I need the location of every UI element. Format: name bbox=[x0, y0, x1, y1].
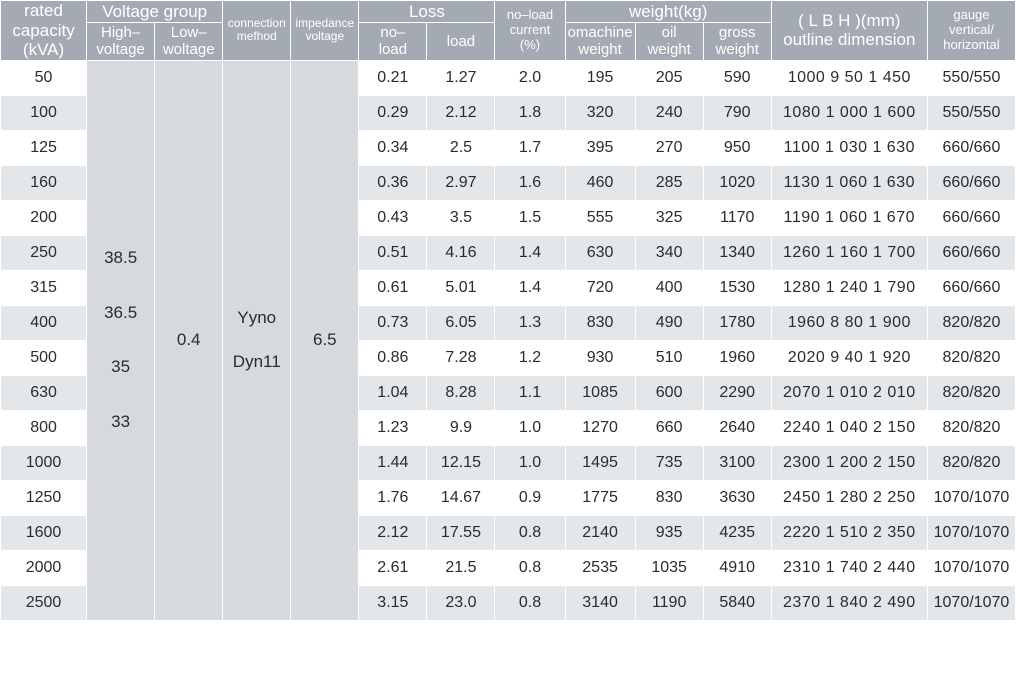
cell-outline-dimension: 1280 1 240 1 790 bbox=[771, 270, 927, 305]
cell-machine-weight: 720 bbox=[565, 270, 635, 305]
cell-noload-current: 1.5 bbox=[495, 200, 565, 235]
cell-machine-weight: 1085 bbox=[565, 375, 635, 410]
cell-machine-weight: 630 bbox=[565, 235, 635, 270]
cell-oil-weight: 830 bbox=[635, 480, 703, 515]
cell-gross-weight: 590 bbox=[703, 60, 771, 95]
cell-loss-load: 4.16 bbox=[427, 235, 495, 270]
cell-machine-weight: 2535 bbox=[565, 550, 635, 585]
cell-gauge: 550/550 bbox=[927, 60, 1015, 95]
cell-low-voltage-merged: 0.4 bbox=[155, 60, 223, 620]
header-machine-weight: omachine weight bbox=[565, 22, 635, 60]
cell-gross-weight: 1780 bbox=[703, 305, 771, 340]
cell-noload-current: 1.0 bbox=[495, 410, 565, 445]
cell-rated-capacity: 500 bbox=[1, 340, 87, 375]
cell-noload-current: 1.8 bbox=[495, 95, 565, 130]
cell-loss-noload: 2.61 bbox=[359, 550, 427, 585]
cell-gauge: 660/660 bbox=[927, 130, 1015, 165]
cell-machine-weight: 1270 bbox=[565, 410, 635, 445]
cell-gauge: 550/550 bbox=[927, 95, 1015, 130]
cell-rated-capacity: 125 bbox=[1, 130, 87, 165]
cell-gross-weight: 5840 bbox=[703, 585, 771, 620]
cell-machine-weight: 320 bbox=[565, 95, 635, 130]
cell-noload-current: 2.0 bbox=[495, 60, 565, 95]
header-voltage-group: Voltage group bbox=[87, 1, 223, 23]
cell-gauge: 1070/1070 bbox=[927, 550, 1015, 585]
table-row bbox=[1, 60, 1016, 95]
cell-noload-current: 1.4 bbox=[495, 270, 565, 305]
cell-loss-noload: 0.73 bbox=[359, 305, 427, 340]
cell-outline-dimension: 1260 1 160 1 700 bbox=[771, 235, 927, 270]
cell-high-voltage-merged: 38.5 36.5 35 33 bbox=[87, 60, 155, 620]
cell-rated-capacity: 2000 bbox=[1, 550, 87, 585]
cell-outline-dimension: 1080 1 000 1 600 bbox=[771, 95, 927, 130]
cell-gross-weight: 3630 bbox=[703, 480, 771, 515]
cell-outline-dimension: 2020 9 40 1 920 bbox=[771, 340, 927, 375]
cell-oil-weight: 660 bbox=[635, 410, 703, 445]
cell-rated-capacity: 1600 bbox=[1, 515, 87, 550]
cell-oil-weight: 205 bbox=[635, 60, 703, 95]
cell-rated-capacity: 250 bbox=[1, 235, 87, 270]
cell-machine-weight: 1495 bbox=[565, 445, 635, 480]
cell-machine-weight: 195 bbox=[565, 60, 635, 95]
cell-noload-current: 1.0 bbox=[495, 445, 565, 480]
cell-noload-current: 0.8 bbox=[495, 585, 565, 620]
cell-loss-noload: 2.12 bbox=[359, 515, 427, 550]
cell-oil-weight: 735 bbox=[635, 445, 703, 480]
cell-machine-weight: 395 bbox=[565, 130, 635, 165]
cell-outline-dimension: 2240 1 040 2 150 bbox=[771, 410, 927, 445]
cell-gauge: 820/820 bbox=[927, 375, 1015, 410]
cell-rated-capacity: 2500 bbox=[1, 585, 87, 620]
cell-oil-weight: 1190 bbox=[635, 585, 703, 620]
cell-rated-capacity: 100 bbox=[1, 95, 87, 130]
cell-gauge: 660/660 bbox=[927, 235, 1015, 270]
cell-outline-dimension: 2450 1 280 2 250 bbox=[771, 480, 927, 515]
cell-outline-dimension: 2300 1 200 2 150 bbox=[771, 445, 927, 480]
cell-oil-weight: 240 bbox=[635, 95, 703, 130]
cell-loss-noload: 1.76 bbox=[359, 480, 427, 515]
cell-gross-weight: 1960 bbox=[703, 340, 771, 375]
cell-loss-noload: 1.04 bbox=[359, 375, 427, 410]
header-gross-weight: gross weight bbox=[703, 22, 771, 60]
table-body bbox=[1, 60, 1016, 620]
cell-connection-method-merged: Yyno Dyn11 bbox=[223, 60, 291, 620]
cell-oil-weight: 285 bbox=[635, 165, 703, 200]
cell-oil-weight: 600 bbox=[635, 375, 703, 410]
header-impedance-voltage: impedance voltage bbox=[291, 1, 359, 61]
cell-loss-load: 21.5 bbox=[427, 550, 495, 585]
cell-noload-current: 1.2 bbox=[495, 340, 565, 375]
cell-outline-dimension: 2070 1 010 2 010 bbox=[771, 375, 927, 410]
cell-loss-load: 23.0 bbox=[427, 585, 495, 620]
header-rated-capacity: rated capacity (kVA) bbox=[1, 1, 87, 61]
cell-loss-noload: 1.23 bbox=[359, 410, 427, 445]
cell-gauge: 820/820 bbox=[927, 410, 1015, 445]
cell-outline-dimension: 2310 1 740 2 440 bbox=[771, 550, 927, 585]
cell-gross-weight: 1530 bbox=[703, 270, 771, 305]
cell-gross-weight: 4235 bbox=[703, 515, 771, 550]
cell-rated-capacity: 800 bbox=[1, 410, 87, 445]
cell-oil-weight: 1035 bbox=[635, 550, 703, 585]
cell-outline-dimension: 1130 1 060 1 630 bbox=[771, 165, 927, 200]
cell-noload-current: 0.8 bbox=[495, 515, 565, 550]
cell-oil-weight: 510 bbox=[635, 340, 703, 375]
cell-machine-weight: 1775 bbox=[565, 480, 635, 515]
cell-noload-current: 1.4 bbox=[495, 235, 565, 270]
cell-loss-load: 3.5 bbox=[427, 200, 495, 235]
cell-gross-weight: 1020 bbox=[703, 165, 771, 200]
header-outline-dimension: ( L B H )(mm) outline dimension bbox=[771, 1, 927, 61]
cell-oil-weight: 400 bbox=[635, 270, 703, 305]
cell-rated-capacity: 160 bbox=[1, 165, 87, 200]
cell-gross-weight: 1170 bbox=[703, 200, 771, 235]
cell-outline-dimension: 1190 1 060 1 670 bbox=[771, 200, 927, 235]
cell-oil-weight: 490 bbox=[635, 305, 703, 340]
cell-loss-load: 12.15 bbox=[427, 445, 495, 480]
cell-loss-load: 6.05 bbox=[427, 305, 495, 340]
cell-rated-capacity: 630 bbox=[1, 375, 87, 410]
cell-loss-noload: 0.61 bbox=[359, 270, 427, 305]
header-connection-method: connection mefhod bbox=[223, 1, 291, 61]
cell-loss-load: 14.67 bbox=[427, 480, 495, 515]
cell-oil-weight: 325 bbox=[635, 200, 703, 235]
cell-loss-load: 9.9 bbox=[427, 410, 495, 445]
header-high-voltage: High– voltage bbox=[87, 22, 155, 60]
cell-gross-weight: 950 bbox=[703, 130, 771, 165]
cell-gauge: 660/660 bbox=[927, 270, 1015, 305]
cell-loss-load: 7.28 bbox=[427, 340, 495, 375]
header-oil-weight: oil weight bbox=[635, 22, 703, 60]
cell-gross-weight: 1340 bbox=[703, 235, 771, 270]
header-loss-noload: no– load bbox=[359, 22, 427, 60]
cell-gauge: 820/820 bbox=[927, 445, 1015, 480]
cell-rated-capacity: 50 bbox=[1, 60, 87, 95]
cell-gauge: 820/820 bbox=[927, 305, 1015, 340]
cell-oil-weight: 270 bbox=[635, 130, 703, 165]
cell-noload-current: 0.8 bbox=[495, 550, 565, 585]
cell-gross-weight: 2640 bbox=[703, 410, 771, 445]
cell-impedance-voltage-merged: 6.5 bbox=[291, 60, 359, 620]
cell-noload-current: 1.7 bbox=[495, 130, 565, 165]
cell-loss-noload: 3.15 bbox=[359, 585, 427, 620]
cell-loss-load: 5.01 bbox=[427, 270, 495, 305]
cell-loss-noload: 0.43 bbox=[359, 200, 427, 235]
cell-noload-current: 0.9 bbox=[495, 480, 565, 515]
cell-gauge: 1070/1070 bbox=[927, 515, 1015, 550]
cell-rated-capacity: 1000 bbox=[1, 445, 87, 480]
cell-oil-weight: 340 bbox=[635, 235, 703, 270]
cell-rated-capacity: 1250 bbox=[1, 480, 87, 515]
cell-gross-weight: 4910 bbox=[703, 550, 771, 585]
header-noload-current: no–load current (%) bbox=[495, 1, 565, 61]
cell-machine-weight: 460 bbox=[565, 165, 635, 200]
cell-noload-current: 1.1 bbox=[495, 375, 565, 410]
cell-loss-load: 2.12 bbox=[427, 95, 495, 130]
cell-loss-noload: 0.29 bbox=[359, 95, 427, 130]
header-low-voltage: Low– woltage bbox=[155, 22, 223, 60]
cell-outline-dimension: 2370 1 840 2 490 bbox=[771, 585, 927, 620]
cell-gross-weight: 3100 bbox=[703, 445, 771, 480]
cell-machine-weight: 830 bbox=[565, 305, 635, 340]
cell-loss-load: 2.97 bbox=[427, 165, 495, 200]
header-loss: Loss bbox=[359, 1, 495, 23]
cell-gauge: 660/660 bbox=[927, 165, 1015, 200]
cell-loss-load: 8.28 bbox=[427, 375, 495, 410]
cell-gauge: 1070/1070 bbox=[927, 585, 1015, 620]
cell-machine-weight: 3140 bbox=[565, 585, 635, 620]
cell-gross-weight: 790 bbox=[703, 95, 771, 130]
cell-loss-load: 1.27 bbox=[427, 60, 495, 95]
cell-loss-noload: 0.36 bbox=[359, 165, 427, 200]
cell-rated-capacity: 400 bbox=[1, 305, 87, 340]
table-header bbox=[1, 1, 1016, 61]
header-gauge: gauge vertical/ horizontal bbox=[927, 1, 1015, 61]
cell-outline-dimension: 1000 9 50 1 450 bbox=[771, 60, 927, 95]
cell-loss-noload: 0.51 bbox=[359, 235, 427, 270]
cell-loss-load: 17.55 bbox=[427, 515, 495, 550]
cell-gauge: 1070/1070 bbox=[927, 480, 1015, 515]
cell-outline-dimension: 1960 8 80 1 900 bbox=[771, 305, 927, 340]
cell-noload-current: 1.6 bbox=[495, 165, 565, 200]
cell-gauge: 660/660 bbox=[927, 200, 1015, 235]
header-weight: weight(kg) bbox=[565, 1, 771, 23]
cell-outline-dimension: 2220 1 510 2 350 bbox=[771, 515, 927, 550]
cell-gauge: 820/820 bbox=[927, 340, 1015, 375]
cell-oil-weight: 935 bbox=[635, 515, 703, 550]
header-loss-load: load bbox=[427, 22, 495, 60]
cell-gross-weight: 2290 bbox=[703, 375, 771, 410]
cell-machine-weight: 2140 bbox=[565, 515, 635, 550]
cell-loss-load: 2.5 bbox=[427, 130, 495, 165]
cell-machine-weight: 930 bbox=[565, 340, 635, 375]
cell-loss-noload: 0.21 bbox=[359, 60, 427, 95]
cell-loss-noload: 1.44 bbox=[359, 445, 427, 480]
cell-outline-dimension: 1100 1 030 1 630 bbox=[771, 130, 927, 165]
cell-rated-capacity: 315 bbox=[1, 270, 87, 305]
cell-noload-current: 1.3 bbox=[495, 305, 565, 340]
cell-machine-weight: 555 bbox=[565, 200, 635, 235]
cell-loss-noload: 0.86 bbox=[359, 340, 427, 375]
cell-rated-capacity: 200 bbox=[1, 200, 87, 235]
cell-loss-noload: 0.34 bbox=[359, 130, 427, 165]
